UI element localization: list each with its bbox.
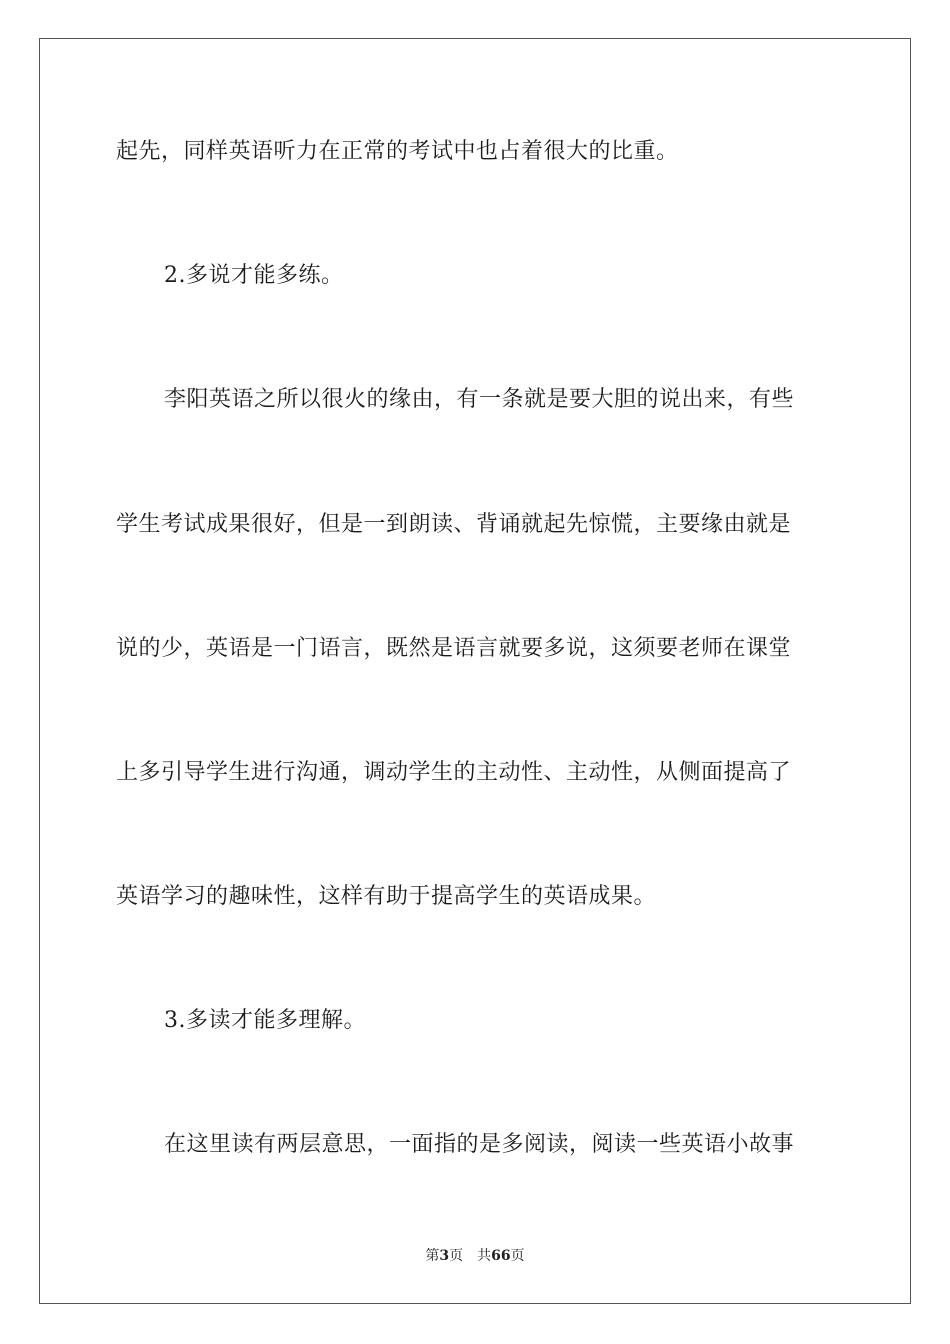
body-line: 在这里读有两层意思，一面指的是多阅读，阅读一些英语小故事 <box>164 1132 795 1157</box>
body-line: 说的少，英语是一门语言，既然是语言就要多说，这须要老师在课堂 <box>116 636 792 661</box>
total-suffix: 页 <box>510 1248 525 1264</box>
body-line: 上多引导学生进行沟通，调动学生的主动性、主动性，从侧面提高了 <box>116 760 792 785</box>
page-prefix: 第 <box>425 1248 440 1264</box>
body-line: 英语学习的趣味性，这样有助于提高学生的英语成果。 <box>116 884 657 909</box>
section-heading: 3.多读才能多理解。 <box>164 1008 366 1033</box>
page-number: 3 <box>439 1248 450 1264</box>
total-prefix: 共 <box>477 1248 492 1264</box>
section-heading: 2.多说才能多练。 <box>164 263 344 288</box>
body-line: 起先，同样英语听力在正常的考试中也占着很大的比重。 <box>116 139 679 164</box>
page-suffix: 页 <box>449 1248 464 1264</box>
body-line: 学生考试成果很好，但是一到朗读、背诵就起先惊慌，主要缘由就是 <box>116 512 792 537</box>
page-footer <box>0 1246 950 1266</box>
body-line: 李阳英语之所以很火的缘由，有一条就是要大胆的说出来，有些 <box>164 387 795 412</box>
page-frame <box>39 38 911 1304</box>
total-pages: 66 <box>491 1248 511 1264</box>
